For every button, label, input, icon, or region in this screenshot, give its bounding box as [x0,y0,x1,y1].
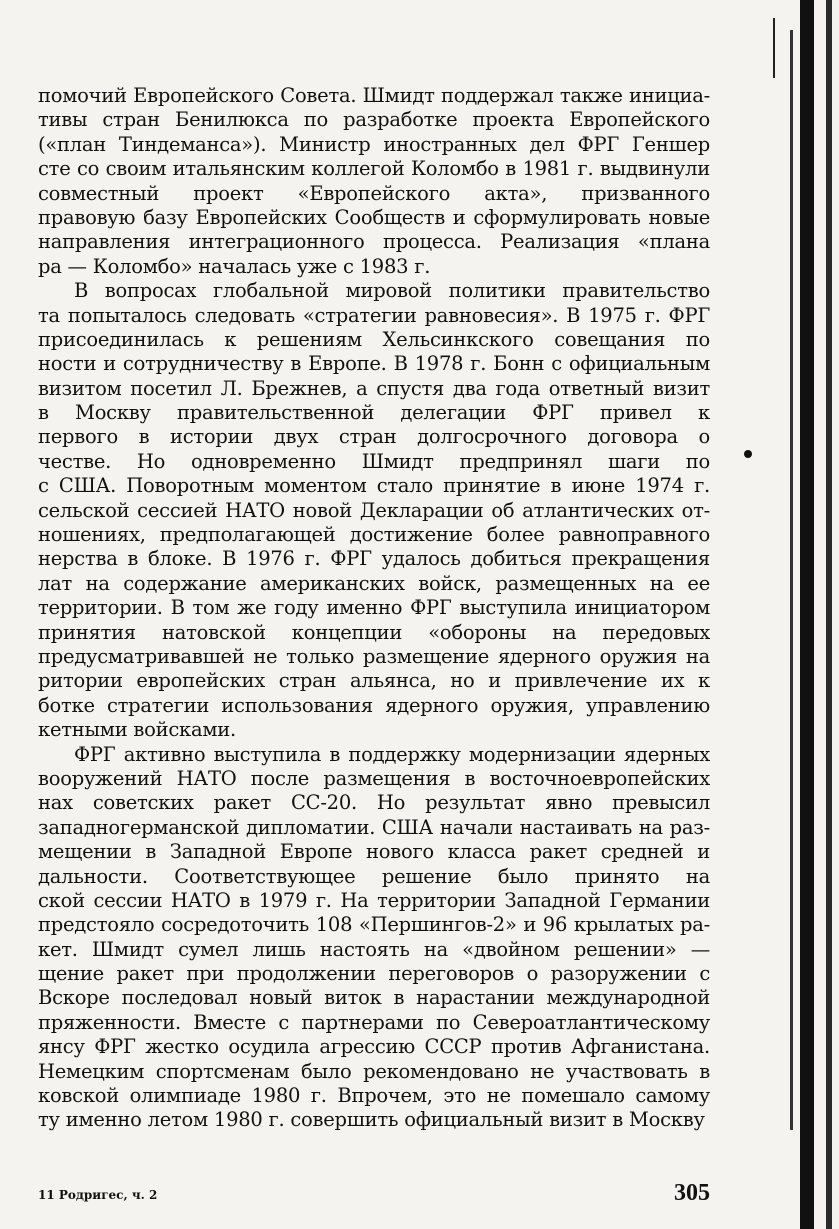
page-footer [38,1180,710,1210]
text-line: вооружений НАТО после размещения в восточноевропейских [38,766,710,790]
text-line: ра — Коломбо» началась уже с 1983 г. [38,254,431,278]
text-line: направления интеграционного процесса. Реализация «плана [38,230,710,254]
text-line: ту именно летом 1980 г. совершить официальный визит в Москву [38,1108,705,1132]
text-line: В вопросах глобальной мировой политики правительство [74,279,710,303]
text-line: в Москву правительственной делегации ФРГ привел к [38,401,710,425]
text-line: помочий Европейского Совета. Шмидт поддержал также инициа- [38,84,710,107]
text-line: тивы стран Бенилюкса по разработке проекта Европейского [38,108,710,132]
paragraph [38,279,710,742]
text-line: Немецким спортсменам было рекомендовано не участвовать в [38,1059,710,1083]
text-line: ношениях, предполагающей достижение более равноправного [38,523,710,547]
text-line: лат на содержание американских войск, размещенных на ее [38,571,710,595]
scan-edge-mark [773,18,775,78]
scan-edge-shadow [826,0,832,1229]
text-line: сельской сессией НАТО новой Декларации об атлантических от- [38,498,710,522]
text-line: предстояло сосредоточить 108 «Першингов-2» и 96 крылатых ра- [38,913,710,937]
text-line: принятия натовской концепции «обороны на передовых [38,620,710,644]
text-line: ковской олимпиаде 1980 г. Впрочем, это не помешало самому [38,1084,710,1108]
text-line: ской сессии НАТО в 1979 г. На территории Западной Германии [38,888,710,912]
text-line: первого в истории двух стран долгосрочного договора о [38,425,710,449]
text-line: визитом посетил Л. Брежнев, а спустя два года ответный визит [38,376,710,400]
body-text [38,84,710,1133]
text-line: ботке стратегии использования ядерного оружия, управлению [38,693,710,717]
text-line: нерства в блоке. В 1976 г. ФРГ удалось добиться прекращения [38,547,710,571]
text-line: совместный проект «Европейского акта», призванного [38,181,710,205]
text-line: правовую базу Европейских Сообществ и сформулировать новые [38,205,710,229]
text-line: мещении в Западной Европе нового класса ракет средней и [38,840,710,864]
text-line: сте со своим итальянским коллегой Коломбо в 1981 г. выдвинули [38,157,710,181]
scan-edge-mark [790,30,793,1130]
text-line: нах советских ракет СС-20. Но результат явно превысил [38,791,710,815]
text-line: честве. Но одновременно Шмидт предпринял шаги по [38,449,710,473]
scan-edge-shadow [800,0,814,1229]
text-line: янсу ФРГ жестко осудила агрессию СССР против Афганистана. [38,1035,710,1059]
text-line: территории. В том же году именно ФРГ выступила инициатором [38,596,710,620]
text-line: ности и сотрудничеству в Европе. В 1978 г. Бонн с официальным [38,352,710,376]
text-line: кетными войсками. [38,718,236,742]
text-line: пряженности. Вместе с партнерами по Североатлантическому [38,1010,710,1034]
text-line: щение ракет при продолжении переговоров о разоружении с [38,962,710,986]
text-line: («план Тиндеманса»). Министр иностранных дел ФРГ Геншер [38,132,710,156]
printer-signature: 11 Родригес, ч. 2 [38,1188,158,1202]
text-line: дальности. Соответствующее решение было принято на [38,864,710,888]
text-line: ритории европейских стран альянса, но и привлечение их к [38,669,710,693]
text-line: присоединилась к решениям Хельсинкского совещания по [38,327,710,351]
paragraph [38,743,710,1133]
text-line: предусматривавшей не только размещение ядерного оружия на [38,645,710,668]
margin-mark [744,450,752,458]
text-line: западногерманской дипломатии. США начали настаивать на раз- [38,815,710,839]
text-line: ФРГ активно выступила в поддержку модернизации ядерных [74,742,710,766]
page-number: 305 [674,1180,710,1206]
text-line: кет. Шмидт сумел лишь настоять на «двойном решении» — [38,937,710,961]
paragraph [38,84,710,279]
text-line: та попыталось следовать «стратегии равновесия». В 1975 г. ФРГ [38,303,710,327]
text-line: с США. Поворотным моментом стало принятие в июне 1974 г. [38,474,710,498]
text-line: Вскоре последовал новый виток в нарастании международной [38,986,710,1010]
